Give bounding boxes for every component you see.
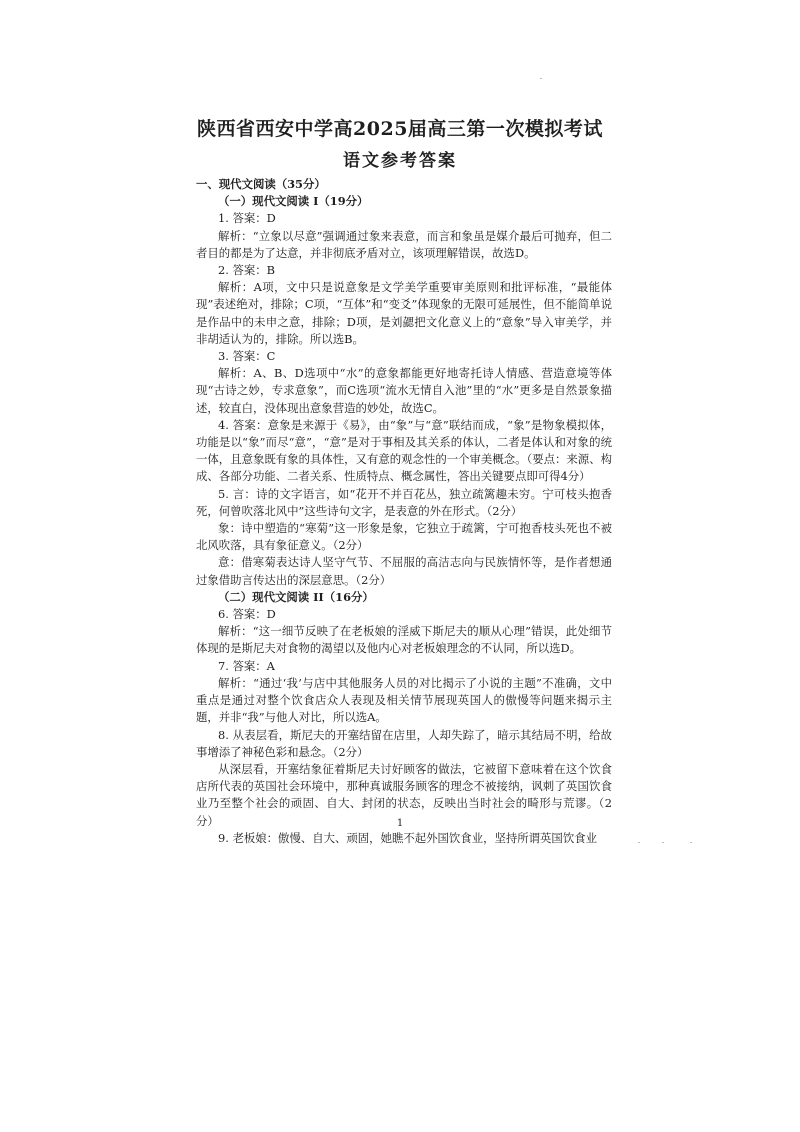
analysis-paragraph: 解析：A项，文中只是说意象是文学美学重要审美原则和批评标准，“最能体现”表述绝对，排除；C项，“互体”和“变爻”体现象的无限可延展性，但不能简单说是作品中的未申之意，排除；D项，是刘勰把文化意义上的“意象”导入审美学，并非胡适认为的，排除。所以选B。	[196, 280, 612, 346]
subsection-heading: （一）现代文阅读 I（19分）	[218, 194, 369, 209]
answer-content	[196, 176, 612, 847]
answer-paragraph: 4. 答案：意象是来源于《易》，由“象”与“意”联结而成，“象”是物象模拟体，功能是以“象”而尽“意”，“意”是对于事相及其关系的体认，二者是体认和对象的统一体，且意象既有象的具体性，又有意的观念性的一个审美概念。（要点：来源、构成、各部分功能、二者关系、性质特点、概念属性，答出关键要点即可得4分）	[196, 417, 612, 484]
answer-line: 2. 答案：B	[218, 263, 276, 278]
analysis-paragraph: 解析：A、B、D选项中“水”的意象都能更好地寄托诗人情感、营造意境等体现“古诗之妙，专求意象”，而C选项“流水无情自入池”里的“水”更多是自然景象描述，较直白，没体现出意象营造的妙处，故选C。	[196, 366, 612, 415]
section-heading: 一、现代文阅读（35分）	[196, 177, 326, 191]
answer-line: 3. 答案：C	[218, 349, 276, 364]
document-title: 陕西省西安中学高2025届高三第一次模拟考试	[197, 118, 603, 140]
answer-paragraph: 意：借寒菊表达诗人坚守气节、不屈服的高洁志向与民族情怀等，是作者想通过象借助言传达出的深层意思。（2分）	[196, 555, 612, 587]
answer-paragraph: 9. 老板娘：傲慢、自大、顽固，她瞧不起外国饮食业，坚持所谓英国饮食业	[218, 830, 597, 845]
scan-speck	[662, 842, 664, 843]
subsection-heading: （二）现代文阅读 II（16分）	[218, 589, 374, 604]
page-number: 1	[396, 818, 404, 829]
answer-paragraph: 8. 从表层看，斯尼夫的开塞结留在店里，人却失踪了，暗示其结局不明，给故事增添了神秘色彩和悬念。（2分）	[196, 727, 612, 759]
analysis-paragraph: 解析：“通过‘我’与店中其他服务人员的对比揭示了小说的主题”不准确，文中重点是通过对整个饮食店众人表现及相关情节展现英国人的傲慢等问题来揭示主题，并非“我”与他人对比，所以选A。	[196, 675, 612, 725]
analysis-paragraph: 解析：“这一细节反映了在老板娘的淫威下斯尼夫的顺从心理”错误，此处细节体现的是斯尼夫对食物的渴望以及他内心对老板娘理念的不认同，所以选D。	[196, 624, 612, 656]
document-subtitle: 语文参考答案	[343, 151, 457, 171]
answer-paragraph: 从深层看，开塞结象征着斯尼夫讨好顾客的做法，它被留下意味着在这个饮食店所代表的英国社会环境中，那种真诚服务顾客的理念不被接纳，讽刺了英国饮食业乃至整个社会的顽固、自大、封闭的状态，反映出当时社会的畸形与荒谬。（2分）	[196, 761, 612, 828]
scan-speck	[690, 842, 692, 843]
scan-speck	[638, 842, 640, 843]
answer-paragraph: 象：诗中塑造的“寒菊”这一形象是象，它独立于疏篱，宁可抱香枝头死也不被北风吹落，具有象征意义。（2分）	[196, 521, 612, 553]
answer-line: 1. 答案：D	[218, 211, 276, 226]
analysis-paragraph: 解析：“立象以尽意”强调通过象来表意，而言和象虽是媒介最后可抛弃，但二者目的都是为了达意，并非彻底矛盾对立，该项理解错误，故选D。	[196, 228, 612, 260]
answer-line: 7. 答案：A	[218, 658, 275, 673]
scan-speck	[540, 78, 542, 79]
answer-line: 6. 答案：D	[218, 607, 276, 622]
answer-paragraph: 5. 言：诗的文字语言，如“花开不并百花丛，独立疏篱趣未穷。宁可枝头抱香死，何曾吹落北风中”这些诗句文字，是表意的外在形式。（2分）	[196, 486, 612, 518]
